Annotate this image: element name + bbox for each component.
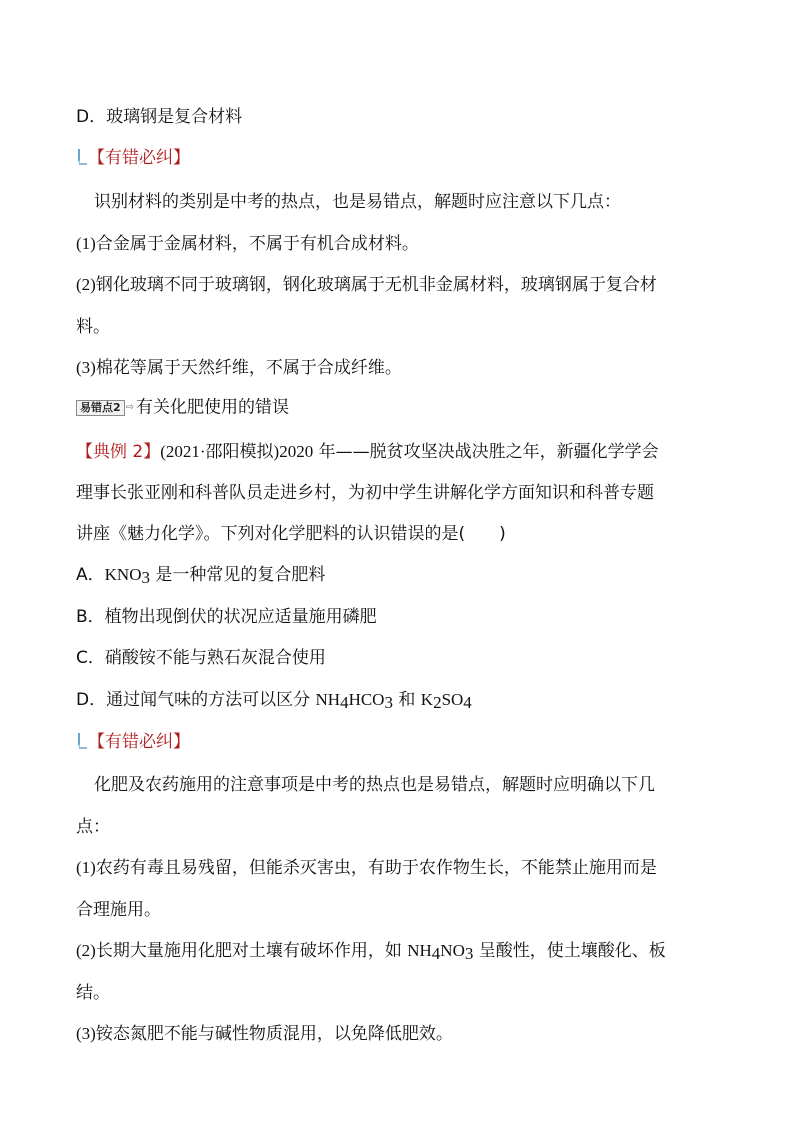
note2-point-1: (1)农药有毒且易残留，但能杀灭害虫，有助于农作物生长，不能禁止施用而是 <box>76 858 657 878</box>
note-point-2: (2)钢化玻璃不同于玻璃钢，钢化玻璃属于无机非金属材料，玻璃钢属于复合材 <box>76 275 657 295</box>
example-label: 【典例 2】 <box>76 442 161 462</box>
option-b: B．植物出现倒伏的状况应适量施用磷肥 <box>76 607 377 627</box>
option-c: C．硝酸铵不能与熟石灰混合使用 <box>76 648 326 668</box>
note-label: 【有错必纠】 <box>88 732 190 752</box>
option-d-2: D．通过闻气味的方法可以区分 $NH_4HCO_3$ 和 $K_2SO_4$ <box>76 690 472 712</box>
note2-point-2-cont: 结。 <box>76 983 110 1003</box>
note2-point-3: (3)铵态氮肥不能与碱性物质混用，以免降低肥效。 <box>76 1024 453 1044</box>
option-a: A．$KNO_3$ 是一种常见的复合肥料 <box>76 565 326 587</box>
arrow-icon: ⇨ <box>125 401 135 413</box>
note2-intro: 化肥及农药施用的注意事项是中考的热点也是易错点，解题时应明确以下几 <box>94 775 655 795</box>
example-line-2: 理事长张亚刚和科普队员走进乡村，为初中学生讲解化学方面知识和科普专题 <box>76 483 654 503</box>
example-line-3: 讲座《魅力化学》。下列对化学肥料的认识错误的是( ) <box>76 524 506 544</box>
note2-intro-cont: 点： <box>76 817 110 837</box>
note-point-2-cont: 料。 <box>76 317 110 337</box>
note-point-1: (1)合金属于金属材料，不属于有机合成材料。 <box>76 234 419 254</box>
note-label: 【有错必纠】 <box>88 148 190 168</box>
section-badge: 易错点2 <box>76 400 125 416</box>
section-heading <box>76 397 289 417</box>
note-intro: 识别材料的类别是中考的热点，也是易错点，解题时应注意以下几点： <box>94 192 621 212</box>
note-point-3: (3)棉花等属于天然纤维，不属于合成纤维。 <box>76 358 402 378</box>
section-title: 有关化肥使用的错误 <box>136 397 290 418</box>
note2-point-2: (2)长期大量施用化肥对土壤有破坏作用，如 $NH_4NO_3$ 呈酸性，使土壤酸化、板 <box>76 941 666 963</box>
note2-point-1-cont: 合理施用。 <box>76 900 161 920</box>
pen-icon <box>76 732 88 750</box>
pen-icon <box>76 148 88 166</box>
example-line-1: 【典例 2】(2021·邵阳模拟)2020 年——脱贫攻坚决战决胜之年，新疆化学学会 <box>76 442 659 462</box>
option-d: D．玻璃钢是复合材料 <box>76 107 243 127</box>
